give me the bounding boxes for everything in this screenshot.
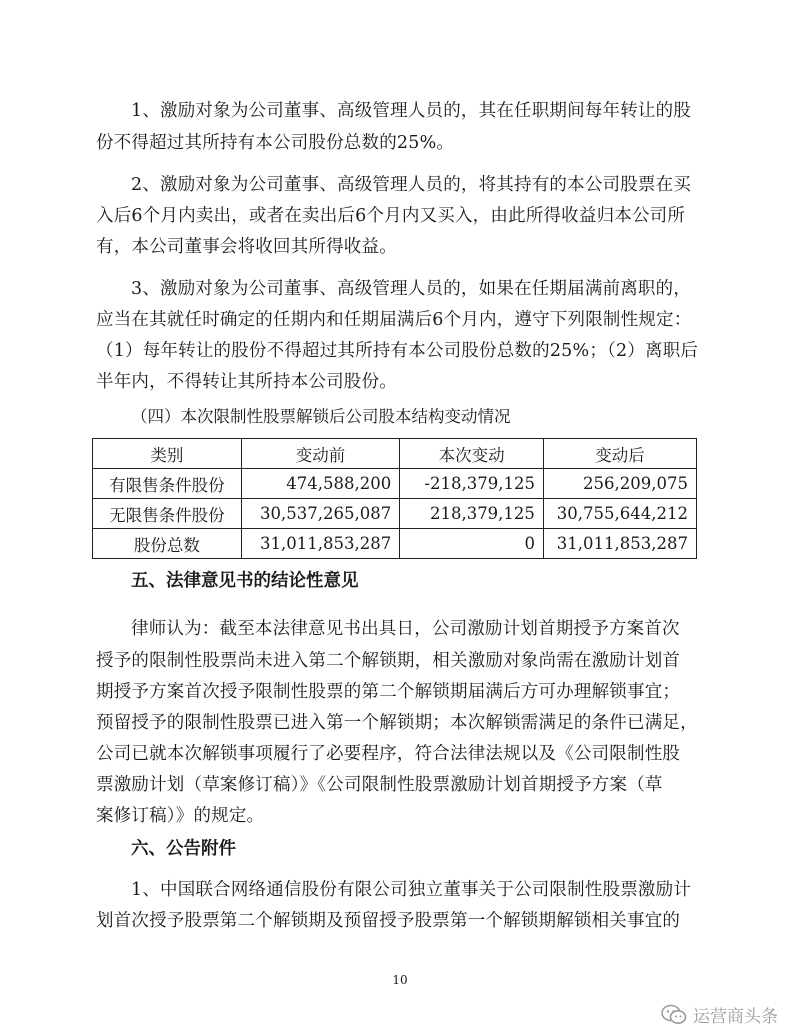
table-row [93,529,697,559]
paragraph-3-line-3: （1）每年转让的股份不得超过其所持有本公司股份总数的25%；（2）离职后 [96,341,699,361]
section-5-line-4: 预留授予的限制性股票已进入第一个解锁期；本次解锁需满足的条件已满足， [96,713,698,733]
cell-change: -218,379,125 [400,469,544,499]
paragraph-2-line-2: 入后6个月内卖出，或者在卖出后6个月内又买入，由此所得收益归本公司所 [96,206,686,226]
section-5-heading: 五、法律意见书的结论性意见 [131,571,359,591]
table-row [93,469,697,499]
cell-before: 474,588,200 [241,469,400,499]
cell-after: 31,011,853,287 [543,529,696,559]
paragraph-3-line-4: 半年内，不得转让其所持本公司股份。 [96,372,397,392]
page-number: 10 [392,973,408,987]
paragraph-2-line-1: 2、激励对象为公司董事、高级管理人员的，将其持有的本公司股票在买 [131,175,692,195]
cell-change: 0 [400,529,544,559]
header-category: 类别 [93,439,242,469]
section-5-line-7: 案修订稿）》的规定。 [96,806,265,826]
section-5-line-2: 授予的限制性股票尚未进入第二个解锁期，相关激励对象尚需在激励计划首 [96,651,681,671]
cell-after: 256,209,075 [543,469,696,499]
paragraph-1-line-1: 1、激励对象为公司董事、高级管理人员的，其在任职期间每年转让的股 [131,101,692,121]
section-6-line-2: 划首次授予股票第二个解锁期及预留授予股票第一个解锁期解锁相关事宜的 [96,911,681,931]
header-after: 变动后 [543,439,696,469]
section-5-line-6: 票激励计划（草案修订稿）》《公司限制性股票激励计划首期授予方案（草 [96,775,663,795]
share-structure-table [92,438,697,559]
cell-change: 218,379,125 [400,499,544,529]
cell-category: 有限售条件股份 [93,469,242,499]
section-6-line-1: 1、中国联合网络通信股份有限公司独立董事关于公司限制性股票激励计 [131,880,692,900]
table-caption: （四）本次限制性股票解锁后公司股本结构变动情况 [131,407,511,426]
paragraph-3-line-2: 应当在其就任时确定的任期内和任期届满后6个月内，遵守下列限制性规定： [96,310,692,330]
watermark-text: 运营商头条 [693,1007,778,1027]
watermark [661,1002,778,1027]
header-change: 本次变动 [400,439,544,469]
paragraph-3-line-1: 3、激励对象为公司董事、高级管理人员的，如果在任期届满前离职的， [131,279,692,299]
table-header-row [93,439,697,469]
table-row [93,499,697,529]
cell-category: 股份总数 [93,529,242,559]
header-before: 变动前 [241,439,400,469]
cell-category: 无限售条件股份 [93,499,242,529]
section-5-line-1: 律师认为：截至本法律意见书出具日，公司激励计划首期授予方案首次 [131,619,680,639]
section-6-heading: 六、公告附件 [131,839,236,859]
paragraph-2-line-3: 有，本公司董事会将收回其所得收益。 [96,237,397,257]
cell-before: 31,011,853,287 [241,529,400,559]
wechat-icon [661,1004,687,1026]
cell-after: 30,755,644,212 [543,499,696,529]
section-5-line-3: 期授予方案首次授予限制性股票的第二个解锁期届满后方可办理解锁事宜； [96,682,681,702]
section-5-line-5: 公司已就本次解锁事项履行了必要程序，符合法律法规以及《公司限制性股 [96,744,681,764]
cell-before: 30,537,265,087 [241,499,400,529]
paragraph-1-line-2: 份不得超过其所持有本公司股份总数的25%。 [96,133,455,153]
